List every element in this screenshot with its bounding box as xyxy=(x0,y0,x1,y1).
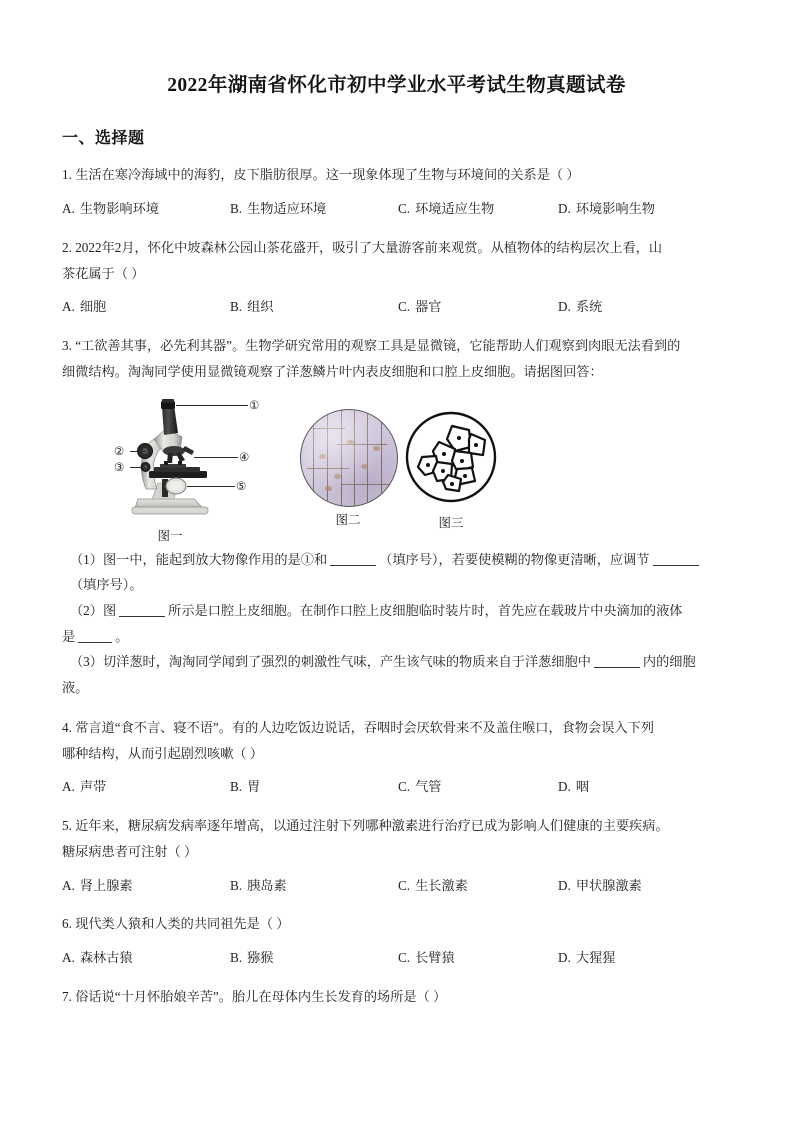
option-letter: D. xyxy=(558,201,571,217)
option-text: 细胞 xyxy=(79,299,107,315)
question-1-stem: 1. 生活在寒冷海域中的海豹，皮下脂肪很厚。这一现象体现了生物与环境间的关系是（ ） xyxy=(62,167,580,183)
question-7-stem: 7. 俗话说“十月怀胎娘辛苦”。胎儿在母体内生长发育的场所是（ ） xyxy=(62,988,447,1004)
option-text: 森林古猿 xyxy=(79,950,133,966)
leader-line-2 xyxy=(130,451,146,452)
sub-1-blank-1[interactable] xyxy=(330,552,376,566)
question-5-options xyxy=(62,874,737,898)
figure-1-caption: 图一 xyxy=(157,528,183,543)
option-letter: D. xyxy=(558,950,571,966)
option-text: 胰岛素 xyxy=(247,877,287,893)
question-1-options xyxy=(62,197,737,221)
sub-1-text-part-1: （1）图一中，能起到放大物像作用的是①和 xyxy=(70,551,328,567)
question-6-option-c[interactable] xyxy=(398,946,558,970)
option-letter: A. xyxy=(62,779,75,795)
question-5-option-a[interactable] xyxy=(62,874,230,898)
option-text: 生物适应环境 xyxy=(247,201,327,217)
option-letter: C. xyxy=(398,201,411,217)
option-letter: B. xyxy=(230,950,243,966)
microscope-illustration xyxy=(108,395,283,523)
question-3-sub-1-cont xyxy=(70,572,737,598)
option-text: 甲状腺激素 xyxy=(575,877,642,893)
question-3-stem-line-2: 细微结构。淘淘同学使用显微镜观察了洋葱鳞片叶内表皮细胞和口腔上皮细胞。请据图回答： xyxy=(62,363,603,379)
question-4-option-d[interactable] xyxy=(558,775,589,799)
option-text: 组织 xyxy=(247,299,274,315)
figure-microscope xyxy=(108,395,283,544)
figure-2-caption: 图二 xyxy=(335,512,361,527)
question-1-option-c[interactable] xyxy=(398,197,558,221)
question-5-stem-line-2: 糖尿病患者可注射（ ） xyxy=(62,843,198,859)
option-text: 器官 xyxy=(415,299,442,315)
question-1-option-d[interactable] xyxy=(558,197,655,221)
callout-1: ① xyxy=(249,399,260,412)
option-text: 猕猴 xyxy=(247,950,274,966)
question-2-options xyxy=(62,295,737,319)
question-1-option-a[interactable] xyxy=(62,197,230,221)
question-5-option-d[interactable] xyxy=(558,874,642,898)
sub-1-blank-2[interactable] xyxy=(653,552,699,566)
question-5 xyxy=(56,813,737,897)
question-2-option-d[interactable] xyxy=(558,295,602,319)
question-4-option-c[interactable] xyxy=(398,775,558,799)
sub-3-text-part-2: 内的细胞 xyxy=(642,654,696,670)
sub-3-text-part-1: （3）切洋葱时，淘淘同学闻到了强烈的刺激性气味，产生该气味的物质来自于洋葱细胞中 xyxy=(70,654,591,670)
sub-1-text-part-2: （填序号），若要使模糊的物像更清晰，应调节 xyxy=(379,551,650,567)
question-6-options xyxy=(62,946,737,970)
question-5-option-c[interactable] xyxy=(398,874,558,898)
option-letter: D. xyxy=(558,877,571,893)
question-3-figure-group xyxy=(56,395,737,547)
question-1-option-b[interactable] xyxy=(230,197,398,221)
option-letter: C. xyxy=(398,950,411,966)
leader-line-5 xyxy=(187,486,235,487)
page-title: 2022年湖南省怀化市初中学业水平考试生物真题试卷 xyxy=(167,75,626,96)
option-text: 系统 xyxy=(575,299,603,315)
question-4-stem-line-1: 4. 常言道“食不言、寝不语”。有的人边吃饭边说话，吞咽时会厌软骨来不及盖住喉口，食物会误入下列 xyxy=(62,719,654,735)
leader-line-4 xyxy=(194,457,238,458)
question-6 xyxy=(56,911,737,970)
option-text: 生长激素 xyxy=(415,877,468,893)
sub-3-text-part-3: 液。 xyxy=(62,680,89,696)
question-2-stem-line-1: 2. 2022年2月，怀化中坡森林公园山茶花盛开，吸引了大量游客前来观赏。从植物体的结构层次上看，山 xyxy=(62,239,663,255)
sub-2-blank-1[interactable] xyxy=(119,603,165,617)
option-letter: A. xyxy=(62,950,75,966)
question-4-stem-line-2: 哪种结构，从而引起剧烈咳嗽（ ） xyxy=(62,745,264,761)
onion-micrograph xyxy=(300,409,398,507)
question-2-option-a[interactable] xyxy=(62,295,230,319)
callout-4: ④ xyxy=(239,451,250,464)
question-1 xyxy=(56,162,737,221)
question-3 xyxy=(56,333,737,701)
question-3-sub-2-cont xyxy=(62,624,737,650)
leader-line-1 xyxy=(176,405,248,406)
sub-2-text-part-1: （2）图 xyxy=(70,602,117,618)
figure-onion-epidermis xyxy=(300,409,398,528)
option-text: 肾上腺素 xyxy=(79,877,133,893)
question-5-option-b[interactable] xyxy=(230,874,398,898)
question-7 xyxy=(56,984,737,1010)
callout-5: ⑤ xyxy=(236,480,247,493)
option-letter: C. xyxy=(398,877,411,893)
option-letter: B. xyxy=(230,877,243,893)
question-6-option-d[interactable] xyxy=(558,946,615,970)
figure-oral-epithelium xyxy=(403,409,499,531)
question-3-sub-1 xyxy=(70,547,737,573)
option-letter: D. xyxy=(558,779,571,795)
question-2-stem-line-2: 茶花属于（ ） xyxy=(62,265,145,281)
sub-1-text-part-3: （填序号）。 xyxy=(70,577,143,593)
question-2-option-c[interactable] xyxy=(398,295,558,319)
option-text: 胃 xyxy=(247,779,261,795)
callout-2: ② xyxy=(114,445,125,458)
sub-3-blank-1[interactable] xyxy=(594,655,640,669)
question-4-option-b[interactable] xyxy=(230,775,398,799)
option-letter: C. xyxy=(398,299,411,315)
option-text: 气管 xyxy=(415,779,442,795)
section-heading-multiple-choice: 一、选择题 xyxy=(62,130,145,148)
option-text: 环境适应生物 xyxy=(415,201,495,217)
option-text: 大猩猩 xyxy=(575,950,616,966)
question-6-option-b[interactable] xyxy=(230,946,398,970)
option-text: 声带 xyxy=(79,779,107,795)
option-text: 生物影响环境 xyxy=(79,201,159,217)
question-2 xyxy=(56,235,737,319)
question-6-stem: 6. 现代类人猿和人类的共同祖先是（ ） xyxy=(62,916,290,932)
question-4 xyxy=(56,715,737,799)
sub-2-text-part-3: 是 xyxy=(62,628,76,644)
option-text: 长臂猿 xyxy=(415,950,455,966)
oral-epithelium-drawing xyxy=(403,409,499,505)
figure-3-caption: 图三 xyxy=(438,515,464,530)
question-4-options xyxy=(62,775,737,799)
option-letter: C. xyxy=(398,779,411,795)
option-letter: B. xyxy=(230,299,243,315)
option-letter: B. xyxy=(230,201,243,217)
callout-3: ③ xyxy=(114,461,125,474)
option-letter: B. xyxy=(230,779,243,795)
question-3-sub-3-cont xyxy=(62,675,737,701)
option-letter: A. xyxy=(62,877,75,893)
sub-2-text-part-2: 所示是口腔上皮细胞。在制作口腔上皮细胞临时装片时，首先应在载玻片中央滴加的液体 xyxy=(168,602,683,618)
question-3-sub-2 xyxy=(70,598,737,624)
question-5-stem-line-1: 5. 近年来，糖尿病发病率逐年增高，以通过注射下列哪种激素进行治疗已成为影响人们健康的主要疾病。 xyxy=(62,818,669,834)
option-letter: A. xyxy=(62,299,75,315)
question-2-option-b[interactable] xyxy=(230,295,398,319)
option-text: 环境影响生物 xyxy=(575,201,655,217)
option-text: 咽 xyxy=(575,779,590,795)
leader-line-3 xyxy=(130,467,146,468)
question-3-stem-line-1: 3. “工欲善其事，必先利其器”。生物学研究常用的观察工具是显微镜，它能帮助人们观察到肉眼无法看到的 xyxy=(62,338,681,354)
option-letter: D. xyxy=(558,299,571,315)
sub-2-text-part-4: 。 xyxy=(115,628,129,644)
question-6-option-a[interactable] xyxy=(62,946,230,970)
question-3-sub-3 xyxy=(70,649,737,675)
question-4-option-a[interactable] xyxy=(62,775,230,799)
sub-2-blank-2[interactable] xyxy=(78,629,112,643)
option-letter: A. xyxy=(62,201,75,217)
